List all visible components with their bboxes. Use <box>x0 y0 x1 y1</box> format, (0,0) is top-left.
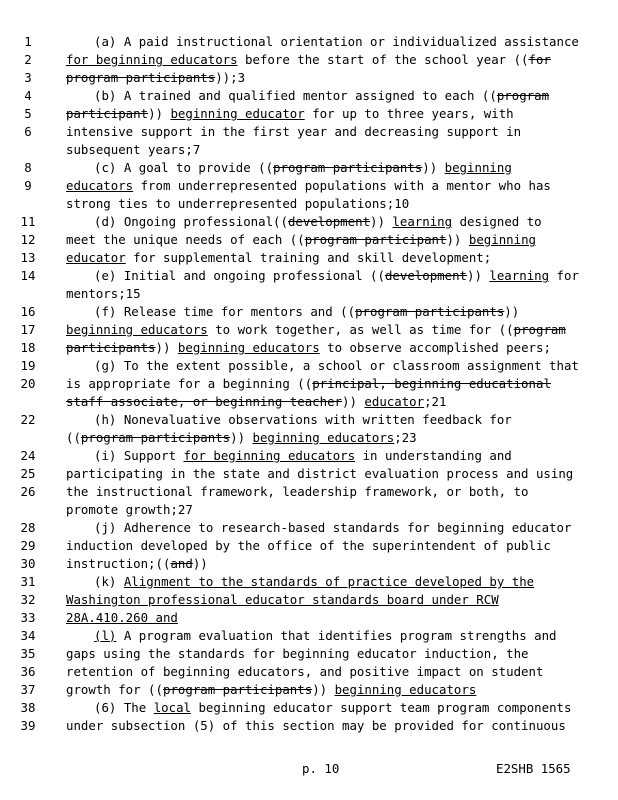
page-number: p. 10 <box>302 761 340 776</box>
line-text <box>66 375 551 393</box>
line-text <box>66 87 549 105</box>
text-segment: mentors;15 <box>66 286 141 301</box>
line-text <box>66 591 499 609</box>
line-text <box>66 573 534 591</box>
line-text <box>66 249 491 267</box>
line-text <box>66 411 512 429</box>
line-number: 20 <box>20 376 36 391</box>
text-segment: (c) A goal to provide (( <box>94 160 274 175</box>
line-number: 6 <box>24 124 32 139</box>
line-number: 19 <box>20 358 36 373</box>
struck-text: program participants <box>162 682 313 697</box>
struck-text: program <box>513 322 566 337</box>
text-segment: under subsection (5) of this section may be provided for continuous <box>66 718 566 733</box>
inserted-text: Alignment to the standards of practice developed by the <box>123 574 535 589</box>
text-line <box>0 87 618 105</box>
text-line <box>0 123 618 141</box>
inserted-text: beginning educator <box>170 106 305 121</box>
text-line <box>0 141 618 159</box>
struck-text: participant <box>66 106 149 121</box>
line-number: 31 <box>20 574 36 589</box>
line-text <box>66 681 476 699</box>
line-text <box>66 123 521 141</box>
text-segment: )) <box>504 304 520 319</box>
text-line <box>0 321 618 339</box>
inserted-text: for beginning educators <box>66 52 238 67</box>
text-segment: )) <box>230 430 253 445</box>
text-line <box>0 537 618 555</box>
line-text <box>66 357 579 375</box>
struck-text: for <box>528 52 551 67</box>
line-number: 34 <box>20 628 36 643</box>
line-text <box>66 321 566 339</box>
struck-text: program <box>496 88 550 103</box>
line-number: 1 <box>24 34 32 49</box>
inserted-text: (l) <box>94 628 117 643</box>
text-line <box>0 555 618 573</box>
text-segment: instruction;(( <box>66 556 171 571</box>
text-segment: (( <box>66 430 81 445</box>
struck-text: participants <box>66 340 156 355</box>
text-segment: )) <box>148 106 171 121</box>
line-text <box>66 555 208 573</box>
text-line <box>0 231 618 249</box>
line-number: 2 <box>24 52 32 67</box>
text-segment: participating in the state and district evaluation process and using <box>66 466 574 481</box>
text-line <box>0 645 618 663</box>
struck-text: program participants <box>80 430 231 445</box>
text-segment: beginning educator support team program components <box>191 700 572 715</box>
text-line <box>0 609 618 627</box>
text-line <box>0 375 618 393</box>
line-text <box>66 177 551 195</box>
text-line <box>0 357 618 375</box>
text-segment: is appropriate for a beginning (( <box>66 376 313 391</box>
inserted-text: educator <box>66 250 126 265</box>
inserted-text: educators <box>66 178 134 193</box>
line-text <box>66 267 579 285</box>
text-segment: growth for (( <box>66 682 163 697</box>
inserted-text: 28A.410.260 and <box>66 610 178 625</box>
line-number: 38 <box>20 700 36 715</box>
line-text <box>66 717 566 735</box>
text-line <box>0 411 618 429</box>
text-segment: (6) The <box>94 700 154 715</box>
line-number: 4 <box>24 88 32 103</box>
text-segment: for <box>549 268 579 283</box>
text-line <box>0 663 618 681</box>
line-text <box>66 429 417 447</box>
line-number: 33 <box>20 610 36 625</box>
line-number: 14 <box>20 268 36 283</box>
text-line <box>0 447 618 465</box>
text-line <box>0 267 618 285</box>
text-segment: intensive support in the first year and decreasing support in <box>66 124 522 139</box>
text-segment: )) <box>422 160 445 175</box>
text-segment: induction developed by the office of the superintendent of public <box>66 538 551 553</box>
text-segment: subsequent years;7 <box>66 142 201 157</box>
text-line <box>0 51 618 69</box>
inserted-text: learning <box>392 214 453 229</box>
line-number: 26 <box>20 484 36 499</box>
text-line <box>0 573 618 591</box>
line-text <box>66 537 551 555</box>
text-segment: for up to three years, with <box>304 106 514 121</box>
struck-text: program participants <box>273 160 423 175</box>
text-segment: designed to <box>452 214 542 229</box>
line-number: 24 <box>20 448 36 463</box>
text-segment: )) <box>446 232 469 247</box>
struck-text: development <box>287 214 371 229</box>
line-number: 35 <box>20 646 36 661</box>
struck-text: staff associate, or beginning teacher <box>66 394 343 409</box>
line-text <box>66 195 409 213</box>
line-number: 12 <box>20 232 36 247</box>
line-number: 25 <box>20 466 36 481</box>
text-segment: to work together, as well as time for (( <box>207 322 514 337</box>
text-segment: )) <box>370 214 393 229</box>
text-line <box>0 429 618 447</box>
text-segment: to observe accomplished peers; <box>319 340 551 355</box>
line-text <box>66 141 200 159</box>
text-segment: (g) To the extent possible, a school or classroom assignment that <box>94 358 579 373</box>
text-line <box>0 285 618 303</box>
text-line <box>0 213 618 231</box>
line-text <box>66 51 551 69</box>
line-text <box>66 159 512 177</box>
text-line <box>0 177 618 195</box>
text-segment: from underrepresented populations with a mentor who has <box>133 178 551 193</box>
line-number: 22 <box>20 412 36 427</box>
line-text <box>66 501 193 519</box>
text-line <box>0 519 618 537</box>
line-number: 8 <box>24 160 32 175</box>
text-segment: for supplemental training and skill development; <box>125 250 492 265</box>
line-number: 17 <box>20 322 36 337</box>
inserted-text: learning <box>489 268 550 283</box>
text-line <box>0 465 618 483</box>
line-number: 11 <box>20 214 36 229</box>
text-line <box>0 717 618 735</box>
line-number: 36 <box>20 664 36 679</box>
text-segment: A program evaluation that identifies program strengths and <box>116 628 557 643</box>
text-segment: promote growth;27 <box>66 502 193 517</box>
inserted-text: beginning educators <box>177 340 320 355</box>
inserted-text: local <box>153 700 191 715</box>
line-text <box>66 645 529 663</box>
inserted-text: beginning <box>468 232 536 247</box>
text-line <box>0 699 618 717</box>
line-text <box>66 303 519 321</box>
text-line <box>0 303 618 321</box>
text-segment: ;23 <box>394 430 417 445</box>
struck-text: and <box>170 556 193 571</box>
line-text <box>66 213 542 231</box>
inserted-text: beginning educators <box>66 322 208 337</box>
text-line <box>0 339 618 357</box>
line-number: 28 <box>20 520 36 535</box>
text-segment: (k) <box>94 574 124 589</box>
struck-text: program participants <box>66 70 216 85</box>
text-segment: (d) Ongoing professional(( <box>94 214 288 229</box>
line-text <box>66 465 573 483</box>
inserted-text: beginning educators <box>252 430 395 445</box>
inserted-text: educator <box>364 394 425 409</box>
text-segment: )) <box>155 340 178 355</box>
text-line <box>0 195 618 213</box>
line-number: 30 <box>20 556 36 571</box>
text-segment: (a) A paid instructional orientation or individualized assistance <box>94 34 579 49</box>
line-text <box>66 393 446 411</box>
line-text <box>66 231 536 249</box>
bill-number: E2SHB 1565 <box>496 761 571 776</box>
line-text <box>66 33 579 51</box>
line-text <box>66 627 557 645</box>
text-line <box>0 627 618 645</box>
text-segment: strong ties to underrepresented populations;10 <box>66 196 410 211</box>
text-line <box>0 159 618 177</box>
line-number: 29 <box>20 538 36 553</box>
text-segment: before the start of the school year (( <box>237 52 529 67</box>
text-segment: )) <box>192 556 208 571</box>
struck-text: development <box>384 268 467 283</box>
line-text <box>66 609 178 627</box>
text-segment: (h) Nonevaluative observations with written feedback for <box>94 412 512 427</box>
struck-text: principal, beginning educational <box>312 376 551 391</box>
text-segment: the instructional framework, leadership framework, or both, to <box>66 484 529 499</box>
text-line <box>0 483 618 501</box>
text-segment: (b) A trained and qualified mentor assigned to each (( <box>94 88 497 103</box>
line-text <box>66 69 245 87</box>
text-segment: gaps using the standards for beginning educator induction, the <box>66 646 529 661</box>
inserted-text: beginning <box>444 160 512 175</box>
text-segment: ;21 <box>424 394 447 409</box>
inserted-text: beginning educators <box>334 682 477 697</box>
text-segment: (i) Support <box>94 448 184 463</box>
text-line <box>0 33 618 51</box>
text-segment: meet the unique needs of each (( <box>66 232 305 247</box>
text-segment: (j) Adherence to research-based standards for beginning educator <box>94 520 572 535</box>
text-segment: in understanding and <box>355 448 512 463</box>
text-segment: ));3 <box>215 70 246 85</box>
text-line <box>0 681 618 699</box>
line-text <box>66 483 529 501</box>
struck-text: program participants <box>355 304 505 319</box>
text-segment: (e) Initial and ongoing professional (( <box>94 268 385 283</box>
line-number: 16 <box>20 304 36 319</box>
text-line <box>0 249 618 267</box>
text-segment: (f) Release time for mentors and (( <box>94 304 356 319</box>
text-line <box>0 501 618 519</box>
line-text <box>66 519 571 537</box>
line-number: 32 <box>20 592 36 607</box>
line-number: 39 <box>20 718 36 733</box>
text-segment: )) <box>342 394 365 409</box>
line-number: 3 <box>24 70 32 85</box>
line-number: 13 <box>20 250 36 265</box>
text-segment: )) <box>312 682 335 697</box>
line-text <box>66 285 141 303</box>
inserted-text: Washington professional educator standards board under RCW <box>66 592 499 607</box>
line-number: 9 <box>24 178 32 193</box>
text-segment: )) <box>467 268 490 283</box>
line-text <box>66 339 551 357</box>
struck-text: program participant <box>304 232 447 247</box>
line-number: 5 <box>24 106 32 121</box>
text-line <box>0 591 618 609</box>
line-number: 37 <box>20 682 36 697</box>
text-segment: retention of beginning educators, and positive impact on student <box>66 664 544 679</box>
line-text <box>66 447 512 465</box>
text-line <box>0 393 618 411</box>
text-line <box>0 105 618 123</box>
line-text <box>66 699 571 717</box>
line-text <box>66 105 514 123</box>
text-line <box>0 69 618 87</box>
line-number: 18 <box>20 340 36 355</box>
line-text <box>66 663 543 681</box>
inserted-text: for beginning educators <box>183 448 356 463</box>
